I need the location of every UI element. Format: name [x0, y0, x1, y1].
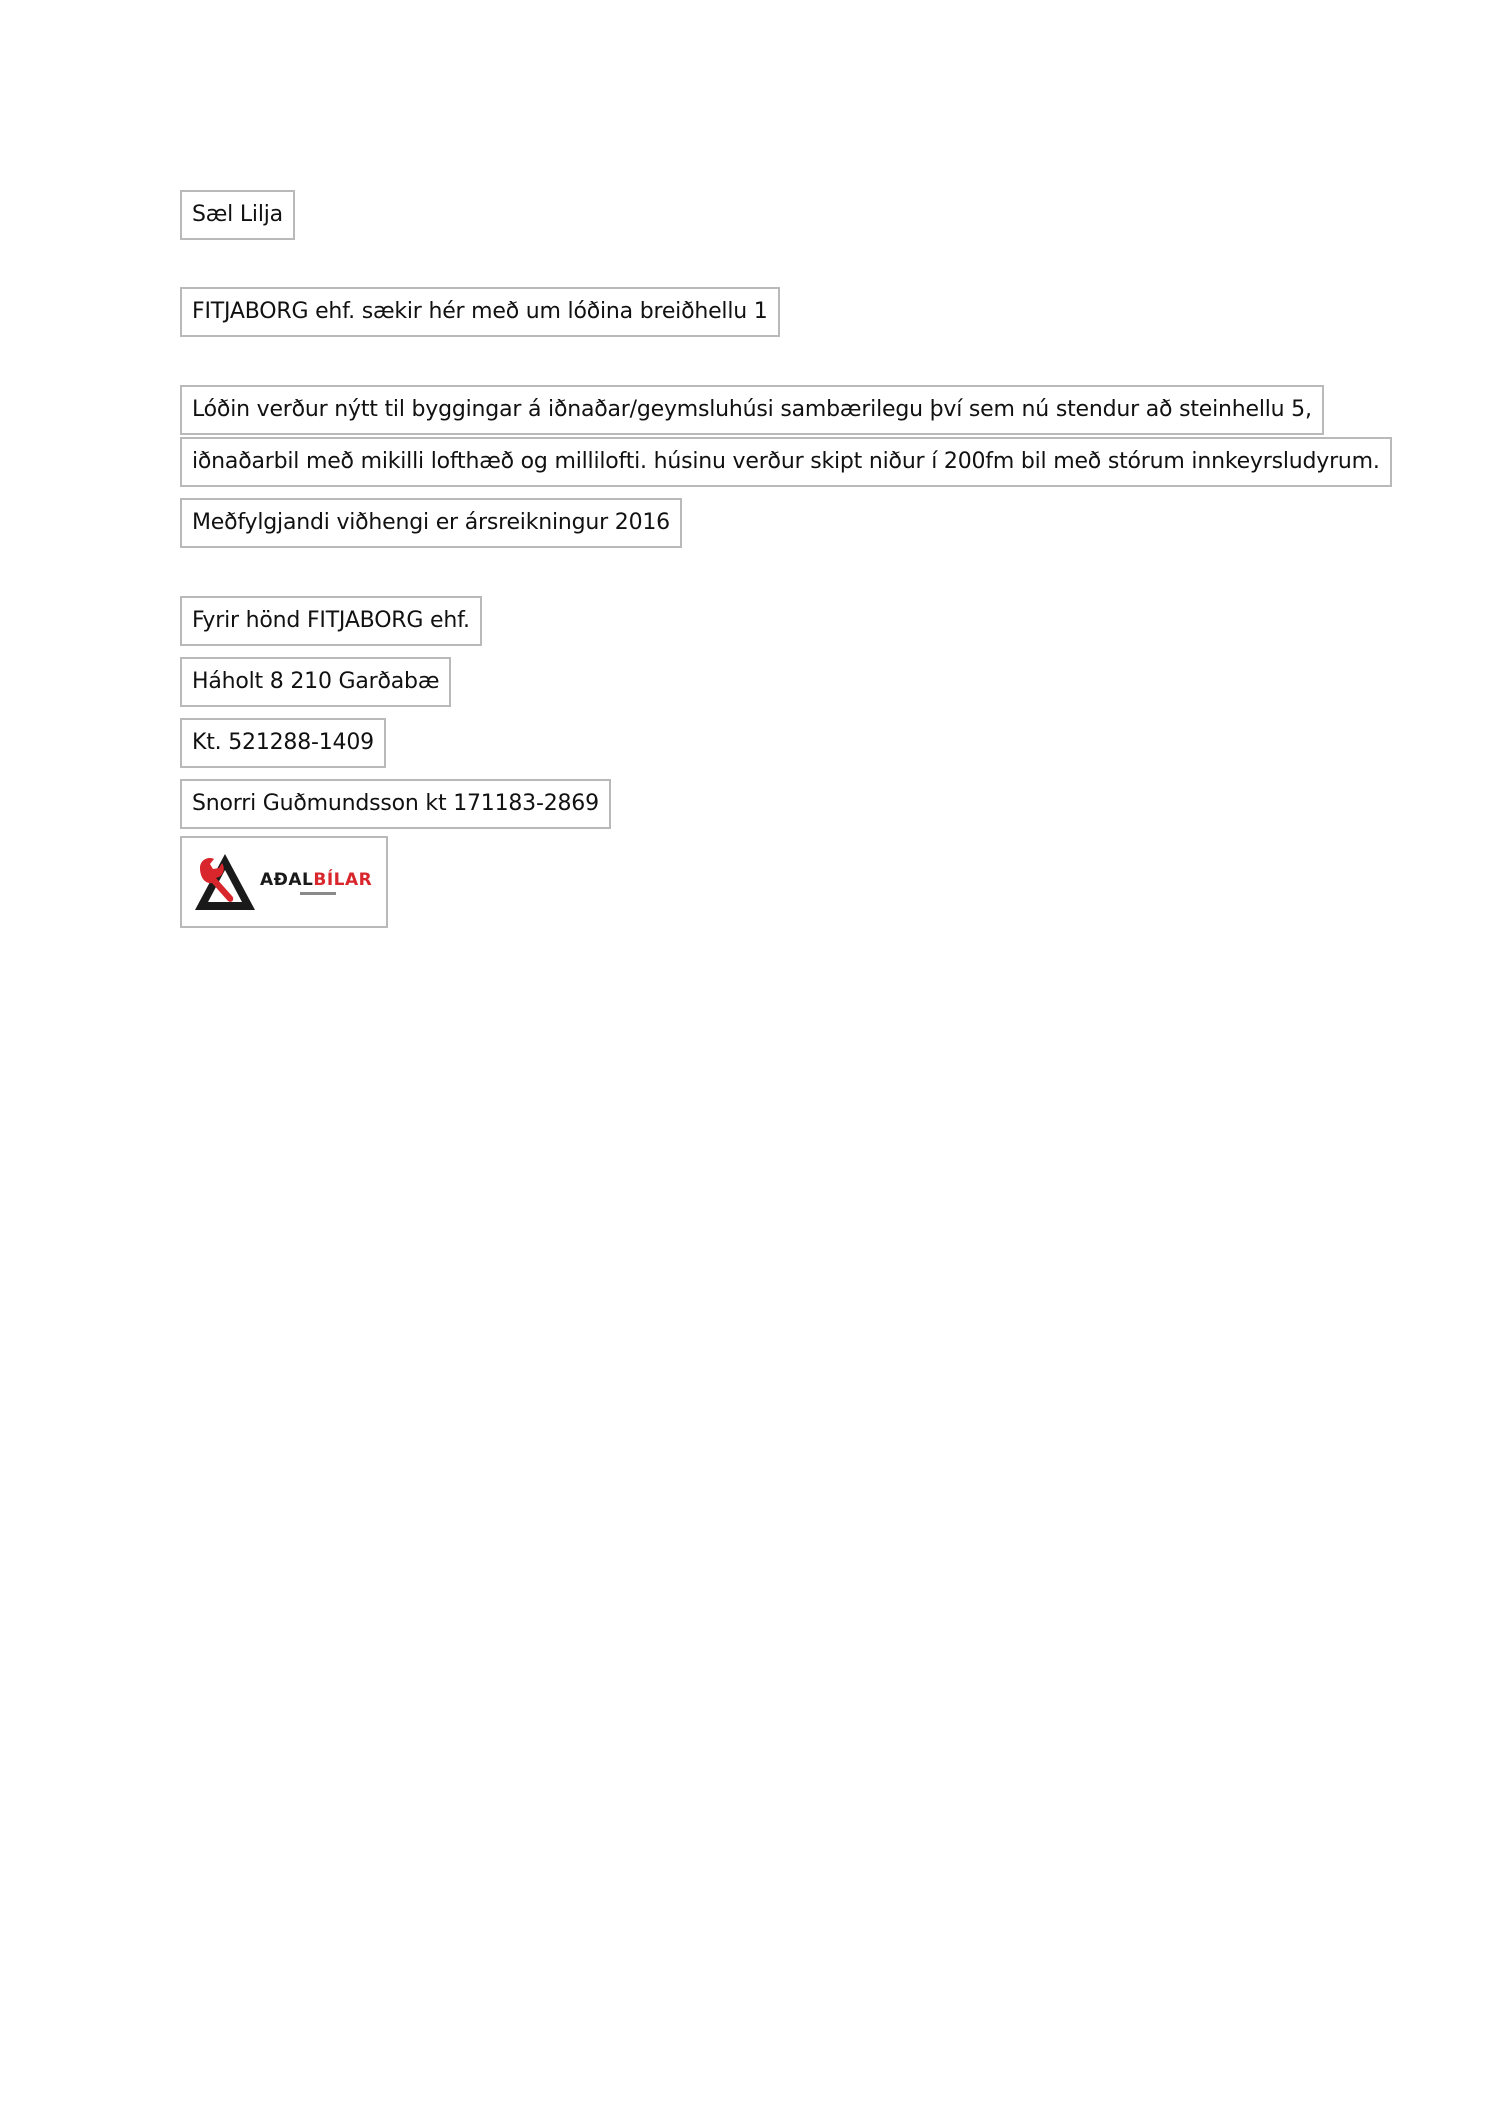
application-text: FITJABORG ehf. sækir hér með um lóðina breiðhellu 1 [180, 287, 780, 337]
logo-word-part-2: BÍLAR [313, 870, 373, 890]
attachment-text: Meðfylgjandi viðhengi er ársreikningur 2016 [180, 498, 682, 548]
company-id-text: Kt. 521288-1409 [180, 718, 386, 768]
body-line-2: iðnaðarbil með mikilli lofthæð og millilofti. húsinu verður skipt niður í 200fm bil með stórum innkeyrsludyrum. [180, 437, 1392, 487]
on-behalf-text: Fyrir hönd FITJABORG ehf. [180, 596, 482, 646]
logo-word-part-1: AÐAL [260, 870, 314, 890]
company-logo [180, 836, 388, 928]
address-text: Háholt 8 210 Garðabæ [180, 657, 451, 707]
body-line-1: Lóðin verður nýtt til byggingar á iðnaðar/geymsluhúsi sambærilegu því sem nú stendur að steinhellu 5, [180, 385, 1324, 435]
logo-wordmark [260, 870, 372, 890]
logo-tagline-mark [300, 892, 336, 895]
greeting-text: Sæl Lilja [180, 190, 295, 240]
wrench-triangle-logo-icon [192, 850, 258, 914]
person-text: Snorri Guðmundsson kt 171183-2869 [180, 779, 611, 829]
